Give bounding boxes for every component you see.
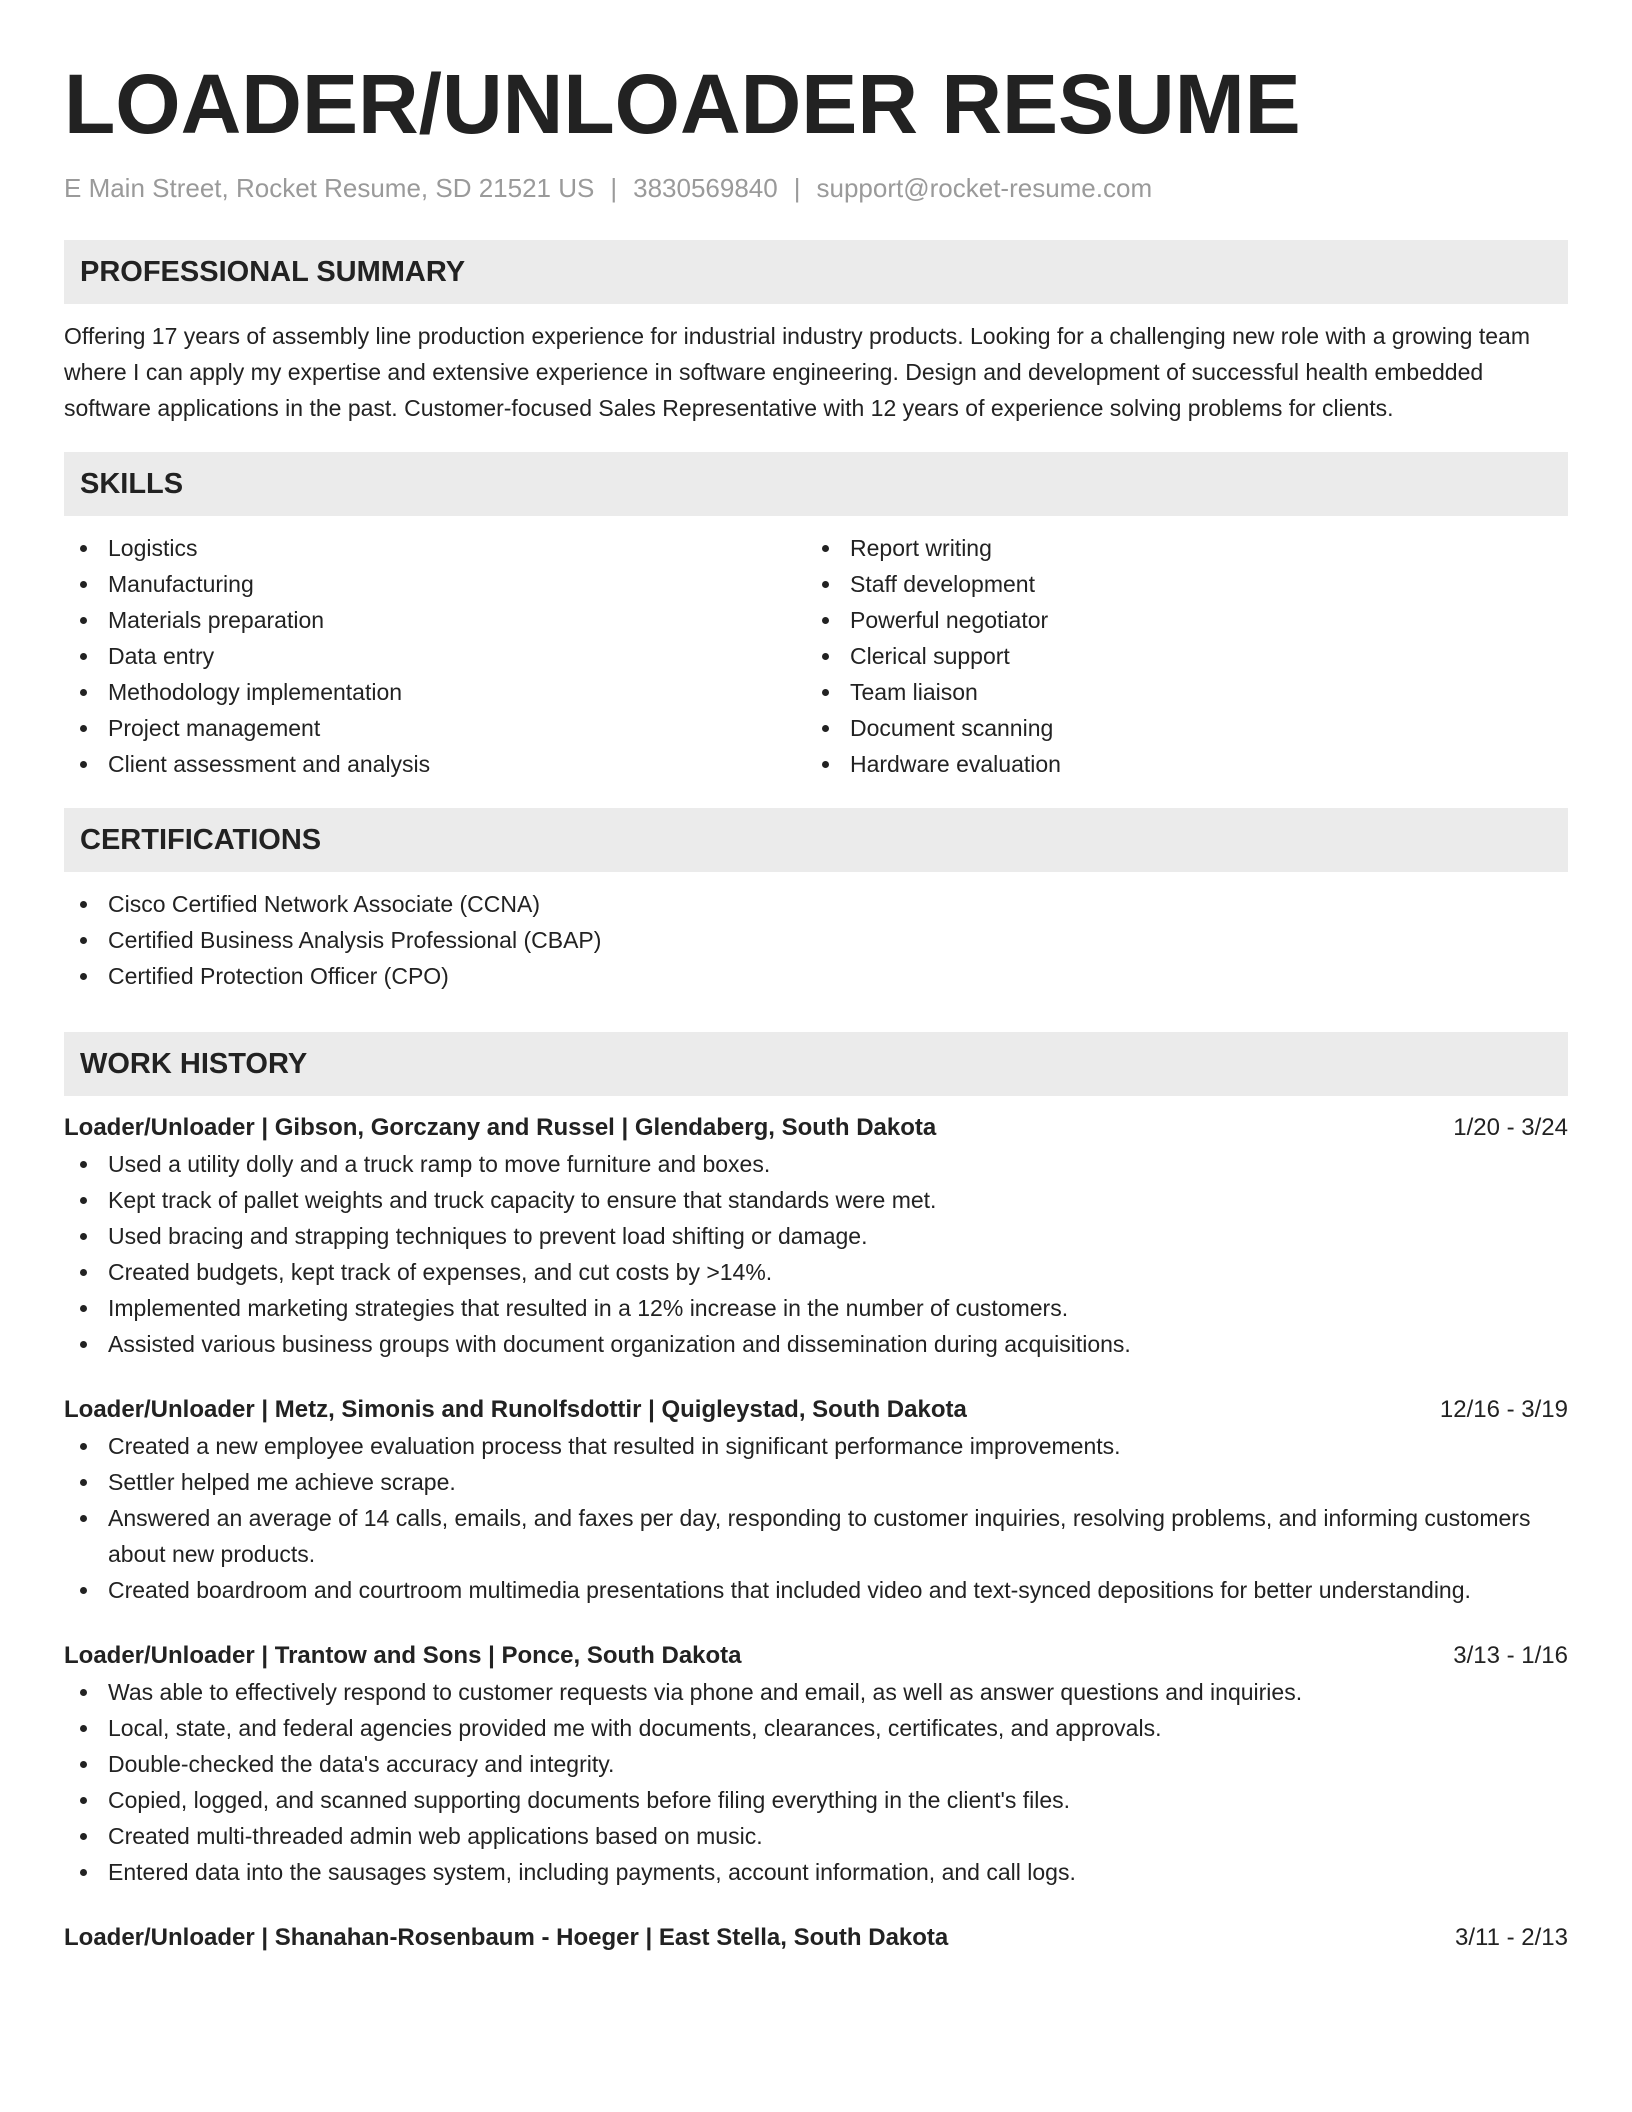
skill-item: Project management <box>64 710 806 746</box>
skill-item: Hardware evaluation <box>806 746 1548 782</box>
job-bullet: Created budgets, kept track of expenses, and cut costs by >14%. <box>64 1254 1568 1290</box>
job-entry <box>64 1110 1568 1362</box>
job-header <box>64 1920 1568 1956</box>
job-bullet: Copied, logged, and scanned supporting documents before filing everything in the client's files. <box>64 1782 1568 1818</box>
job-entry <box>64 1392 1568 1608</box>
job-bullet: Answered an average of 14 calls, emails, and faxes per day, responding to customer inquiries, resolving problems, and informing customers about new products. <box>64 1500 1568 1572</box>
skill-item: Report writing <box>806 530 1548 566</box>
job-bullet: Created a new employee evaluation process that resulted in significant performance improvements. <box>64 1428 1568 1464</box>
skill-item: Logistics <box>64 530 806 566</box>
certification-item: Cisco Certified Network Associate (CCNA) <box>64 886 1568 922</box>
summary-heading: PROFESSIONAL SUMMARY <box>64 240 1568 304</box>
contact-separator: | <box>610 173 618 203</box>
job-title: Loader/Unloader | Shanahan-Rosenbaum - Hoeger | East Stella, South Dakota <box>64 1924 949 1951</box>
contact-line <box>64 172 1568 204</box>
resume-title: LOADER/UNLOADER RESUME <box>64 57 1301 151</box>
job-dates: 3/13 - 1/16 <box>1453 1642 1568 1669</box>
skill-item: Client assessment and analysis <box>64 746 806 782</box>
job-dates: 1/20 - 3/24 <box>1453 1114 1568 1141</box>
job-bullets <box>64 1674 1568 1890</box>
job-bullet: Created boardroom and courtroom multimedia presentations that included video and text-synced depositions for better understanding. <box>64 1572 1568 1608</box>
certification-item: Certified Protection Officer (CPO) <box>64 958 1568 994</box>
job-bullet: Assisted various business groups with document organization and dissemination during acquisitions. <box>64 1326 1568 1362</box>
skill-item: Methodology implementation <box>64 674 806 710</box>
contact-phone: 3830569840 <box>633 173 778 203</box>
skills-column-right <box>806 530 1548 782</box>
contact-separator: | <box>793 173 801 203</box>
skill-item: Powerful negotiator <box>806 602 1548 638</box>
certifications-list <box>64 886 1568 994</box>
skill-item: Data entry <box>64 638 806 674</box>
job-header <box>64 1110 1568 1146</box>
job-dates: 12/16 - 3/19 <box>1439 1396 1568 1423</box>
job-dates: 3/11 - 2/13 <box>1455 1924 1568 1951</box>
contact-address: E Main Street, Rocket Resume, SD 21521 US <box>64 173 595 203</box>
job-title: Loader/Unloader | Gibson, Gorczany and Russel | Glendaberg, South Dakota <box>64 1114 937 1141</box>
job-header <box>64 1638 1568 1674</box>
job-bullet: Kept track of pallet weights and truck capacity to ensure that standards were met. <box>64 1182 1568 1218</box>
work-history-heading: WORK HISTORY <box>64 1032 1568 1096</box>
skill-item: Materials preparation <box>64 602 806 638</box>
certifications-heading: CERTIFICATIONS <box>64 808 1568 872</box>
skill-item: Team liaison <box>806 674 1548 710</box>
job-bullet: Settler helped me achieve scrape. <box>64 1464 1568 1500</box>
job-bullet: Local, state, and federal agencies provided me with documents, clearances, certificates, and approvals. <box>64 1710 1568 1746</box>
job-header <box>64 1392 1568 1428</box>
job-bullet: Was able to effectively respond to customer requests via phone and email, as well as answer questions and inquiries. <box>64 1674 1568 1710</box>
job-bullet: Created multi-threaded admin web applications based on music. <box>64 1818 1568 1854</box>
job-entry <box>64 1638 1568 1890</box>
job-bullet: Used a utility dolly and a truck ramp to move furniture and boxes. <box>64 1146 1568 1182</box>
job-bullet: Used bracing and strapping techniques to prevent load shifting or damage. <box>64 1218 1568 1254</box>
certification-item: Certified Business Analysis Professional (CBAP) <box>64 922 1568 958</box>
skill-item: Manufacturing <box>64 566 806 602</box>
job-title: Loader/Unloader | Metz, Simonis and Runolfsdottir | Quigleystad, South Dakota <box>64 1396 967 1423</box>
skills-heading: SKILLS <box>64 452 1568 516</box>
job-bullet: Entered data into the sausages system, including payments, account information, and call logs. <box>64 1854 1568 1890</box>
skills-list <box>64 530 1568 782</box>
skills-column-left <box>64 530 806 782</box>
skill-item: Clerical support <box>806 638 1548 674</box>
resume-page <box>64 56 1568 1956</box>
job-bullet: Implemented marketing strategies that resulted in a 12% increase in the number of customers. <box>64 1290 1568 1326</box>
skill-item: Staff development <box>806 566 1548 602</box>
job-entry <box>64 1920 1568 1956</box>
job-bullets <box>64 1146 1568 1362</box>
summary-text: Offering 17 years of assembly line production experience for industrial industry products. Looking for a challenging new role with a growing team where I can apply my expertise and extensive experience in software engineering. Design and development of successful health embedded software applications in the past. Customer-focused Sales Representative with 12 years of experience solving problems for clients. <box>64 323 1530 421</box>
contact-email: support@rocket-resume.com <box>816 173 1153 203</box>
job-bullet: Double-checked the data's accuracy and integrity. <box>64 1746 1568 1782</box>
skill-item: Document scanning <box>806 710 1548 746</box>
job-title: Loader/Unloader | Trantow and Sons | Ponce, South Dakota <box>64 1642 742 1669</box>
job-bullets <box>64 1428 1568 1608</box>
